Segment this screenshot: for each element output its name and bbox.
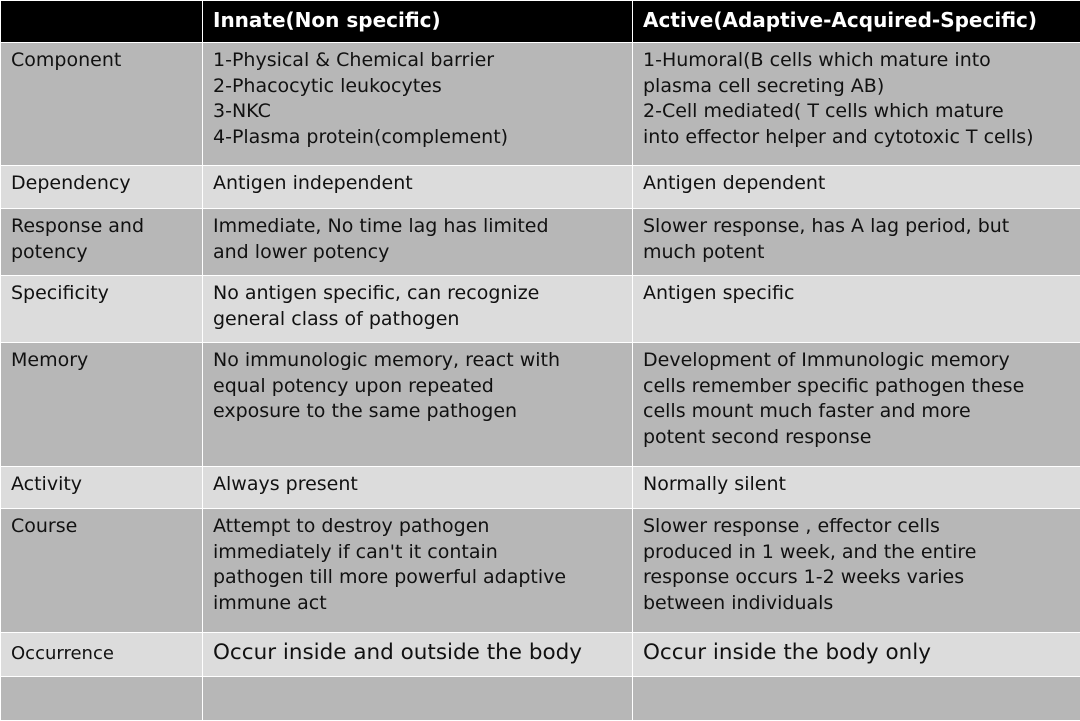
cell-line: general class of pathogen bbox=[213, 307, 624, 333]
cell-line: exposure to the same pathogen bbox=[213, 399, 624, 425]
cell-line: potent second response bbox=[643, 425, 1072, 451]
innate-cell-course bbox=[203, 509, 633, 633]
cell-line: Antigen specific bbox=[643, 281, 1072, 307]
table-row-dependency bbox=[1, 166, 1080, 209]
empty-cell bbox=[633, 677, 1080, 721]
row-label-component: Component bbox=[1, 43, 203, 166]
active-cell-response bbox=[633, 209, 1080, 276]
header-corner-cell bbox=[1, 1, 203, 43]
header-row bbox=[1, 1, 1080, 43]
cell-line: cells remember specific pathogen these bbox=[643, 374, 1072, 400]
cell-line: Occur inside the body only bbox=[643, 639, 1072, 667]
cell-line: response occurs 1-2 weeks varies bbox=[643, 565, 1072, 591]
cell-line: into effector helper and cytotoxic T cells) bbox=[643, 125, 1072, 151]
table-row-course bbox=[1, 509, 1080, 633]
cell-line: 2-Phacocytic leukocytes bbox=[213, 74, 624, 100]
cell-line: immune act bbox=[213, 591, 624, 617]
active-cell-component bbox=[633, 43, 1080, 166]
table-row-response bbox=[1, 209, 1080, 276]
cell-line: 2-Cell mediated( T cells which mature bbox=[643, 99, 1072, 125]
header-innate: Innate(Non specific) bbox=[203, 1, 633, 43]
cell-line: 4-Plasma protein(complement) bbox=[213, 125, 624, 151]
cell-line: equal potency upon repeated bbox=[213, 374, 624, 400]
cell-line: plasma cell secreting AB) bbox=[643, 74, 1072, 100]
cell-line: cells mount much faster and more bbox=[643, 399, 1072, 425]
header-active: Active(Adaptive-Acquired-Specific) bbox=[633, 1, 1080, 43]
row-label-activity: Activity bbox=[1, 467, 203, 509]
table-row-occurrence bbox=[1, 633, 1080, 677]
cell-line: pathogen till more powerful adaptive bbox=[213, 565, 624, 591]
active-cell-course bbox=[633, 509, 1080, 633]
innate-cell-component bbox=[203, 43, 633, 166]
cell-line: Slower response , effector cells bbox=[643, 514, 1072, 540]
cell-line: Development of Immunologic memory bbox=[643, 348, 1072, 374]
cell-line: Attempt to destroy pathogen bbox=[213, 514, 624, 540]
table-row-specificity bbox=[1, 276, 1080, 343]
cell-line: much potent bbox=[643, 240, 1072, 266]
row-label-memory: Memory bbox=[1, 343, 203, 467]
cell-line: between individuals bbox=[643, 591, 1072, 617]
cell-line: produced in 1 week, and the entire bbox=[643, 540, 1072, 566]
active-cell-occurrence bbox=[633, 633, 1080, 677]
cell-line: Antigen independent bbox=[213, 171, 624, 197]
innate-cell-activity bbox=[203, 467, 633, 509]
cell-line: Slower response, has A lag period, but bbox=[643, 214, 1072, 240]
cell-line: Occur inside and outside the body bbox=[213, 639, 624, 667]
row-label-response bbox=[1, 209, 203, 276]
cell-line: Antigen dependent bbox=[643, 171, 1072, 197]
cell-line: No immunologic memory, react with bbox=[213, 348, 624, 374]
active-cell-specificity bbox=[633, 276, 1080, 343]
cell-line: No antigen specific, can recognize bbox=[213, 281, 624, 307]
active-cell-memory bbox=[633, 343, 1080, 467]
empty-cell bbox=[203, 677, 633, 721]
row-label-occurrence: Occurrence bbox=[1, 633, 203, 677]
innate-cell-occurrence bbox=[203, 633, 633, 677]
row-label-specificity: Specificity bbox=[1, 276, 203, 343]
active-cell-dependency bbox=[633, 166, 1080, 209]
cell-line: 1-Physical & Chemical barrier bbox=[213, 48, 624, 74]
cell-line: Immediate, No time lag has limited bbox=[213, 214, 624, 240]
empty-cell bbox=[1, 677, 203, 721]
cell-line: and lower potency bbox=[213, 240, 624, 266]
active-cell-activity bbox=[633, 467, 1080, 509]
cell-line: Always present bbox=[213, 472, 624, 498]
cell-line: 1-Humoral(B cells which mature into bbox=[643, 48, 1072, 74]
table-row-memory bbox=[1, 343, 1080, 467]
cell-line: immediately if can't it contain bbox=[213, 540, 624, 566]
cell-line: Normally silent bbox=[643, 472, 1072, 498]
table-row-component bbox=[1, 43, 1080, 166]
innate-cell-specificity bbox=[203, 276, 633, 343]
row-label-course: Course bbox=[1, 509, 203, 633]
table-row-empty bbox=[1, 677, 1080, 721]
cell-line: 3-NKC bbox=[213, 99, 624, 125]
innate-cell-memory bbox=[203, 343, 633, 467]
cell-line: Response and bbox=[11, 214, 194, 240]
table-row-activity bbox=[1, 467, 1080, 509]
innate-cell-dependency bbox=[203, 166, 633, 209]
row-label-dependency: Dependency bbox=[1, 166, 203, 209]
innate-cell-response bbox=[203, 209, 633, 276]
cell-line: potency bbox=[11, 240, 194, 266]
